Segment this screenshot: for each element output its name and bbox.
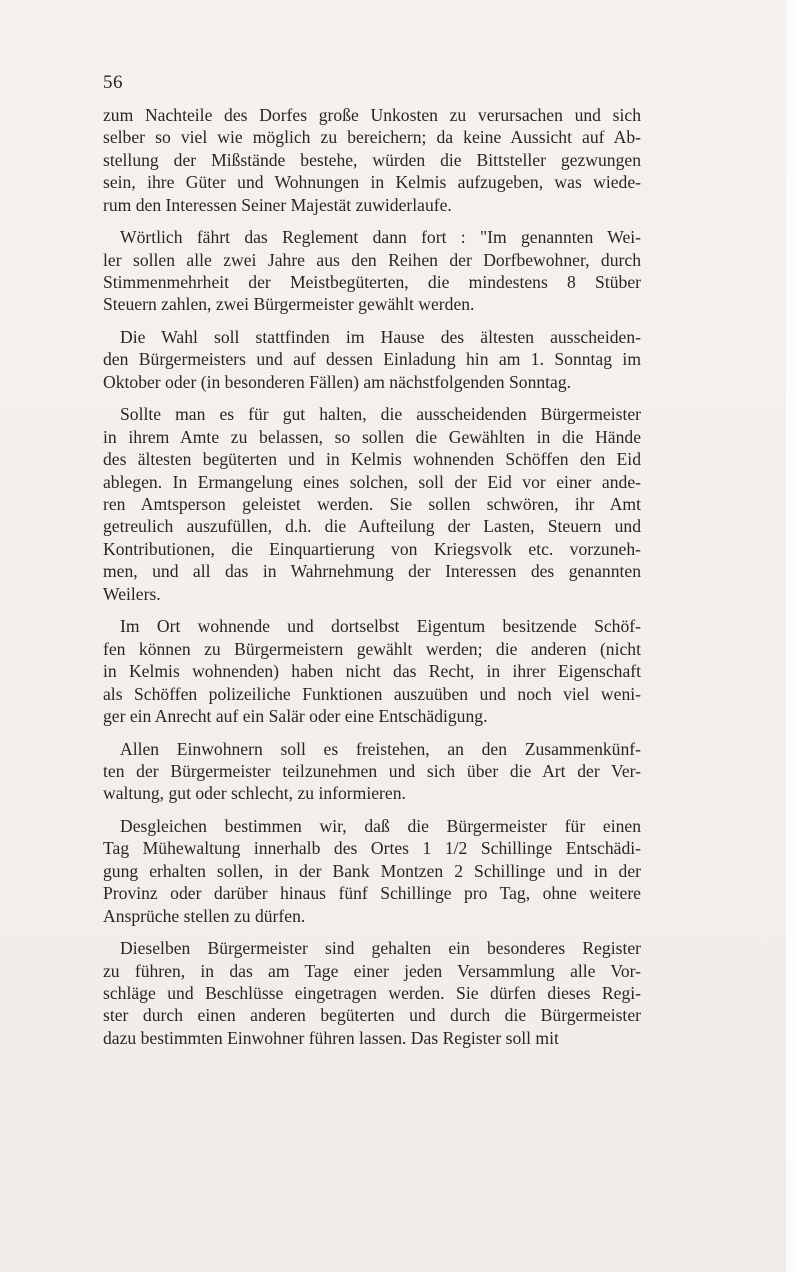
text-line: Die Wahl soll stattfinden im Hause des ältesten ausscheiden- [120, 327, 641, 348]
text-line: in ihrem Amte zu belassen, so sollen die Gewählten in die Hände [103, 426, 641, 447]
text-line: in Kelmis wohnenden) haben nicht das Recht, in ihrer Eigenschaft [103, 661, 641, 682]
text-line: des ältesten begüterten und in Kelmis wohnenden Schöffen den Eid [103, 449, 641, 470]
text-line: Weilers. [103, 583, 161, 604]
page-edge [786, 0, 796, 1272]
text-line: Steuern zahlen, zwei Bürgermeister gewählt werden. [103, 294, 475, 315]
text-line: Stimmenmehrheit der Meistbegüterten, die mindestens 8 Stüber [103, 272, 641, 293]
text-line: waltung, gut oder schlecht, zu informieren. [103, 783, 406, 804]
text-line: fen können zu Bürgermeistern gewählt werden; die anderen (nicht [103, 638, 641, 659]
text-line: ablegen. In Ermangelung eines solchen, soll der Eid vor einer ande- [103, 471, 641, 492]
body-text [103, 104, 641, 1059]
text-line: ten der Bürgermeister teilzunehmen und sich über die Art der Ver- [103, 760, 641, 781]
text-line: ren Amtsperson geleistet werden. Sie sollen schwören, ihr Amt [103, 494, 641, 515]
text-line: sein, ihre Güter und Wohnungen in Kelmis aufzugeben, was wiede- [103, 172, 641, 193]
text-line: den Bürgermeisters und auf dessen Einladung hin am 1. Sonntag im [103, 349, 641, 370]
text-line: getreulich auszufüllen, d.h. die Aufteilung der Lasten, Steuern und [103, 516, 641, 537]
text-line: Desgleichen bestimmen wir, daß die Bürgermeister für einen [120, 815, 641, 836]
text-line: ger ein Anrecht auf ein Salär oder eine Entschädigung. [103, 705, 488, 726]
text-line: Provinz oder darüber hinaus fünf Schillinge pro Tag, ohne weitere [103, 883, 641, 904]
text-line: zu führen, in das am Tage einer jeden Versammlung alle Vor- [103, 960, 641, 981]
text-line: men, und all das in Wahrnehmung der Interessen des genannten [103, 561, 641, 582]
paragraph [103, 104, 641, 216]
text-line: Ansprüche stellen zu dürfen. [103, 905, 306, 926]
text-line: stellung der Mißstände bestehe, würden die Bittsteller gezwungen [103, 149, 641, 170]
text-line: zum Nachteile des Dorfes große Unkosten zu verursachen und sich [103, 105, 641, 125]
text-line: Dieselben Bürgermeister sind gehalten ein besonderes Register [120, 938, 641, 959]
paragraph [103, 226, 641, 316]
text-line: ler sollen alle zwei Jahre aus den Reihen der Dorfbewohner, durch [103, 249, 641, 270]
paragraph [103, 403, 641, 605]
paragraph [103, 326, 641, 393]
text-line: rum den Interessen Seiner Majestät zuwiderlaufe. [103, 194, 452, 215]
paragraph [103, 615, 641, 727]
paragraph [103, 937, 641, 1049]
text-line: Kontributionen, die Einquartierung von Kriegsvolk etc. vorzuneh- [103, 538, 641, 559]
text-line: Tag Mühewaltung innerhalb des Ortes 1 1/2 Schillinge Entschädi- [103, 838, 641, 859]
paragraph [103, 738, 641, 805]
text-line: Im Ort wohnende und dortselbst Eigentum besitzende Schöf- [120, 616, 641, 637]
text-line: gung erhalten sollen, in der Bank Montzen 2 Schillinge und in der [103, 860, 641, 881]
text-line: ster durch einen anderen begüterten und durch die Bürgermeister [103, 1005, 641, 1026]
text-line: Wörtlich fährt das Reglement dann fort : "Im genannten Wei- [120, 227, 641, 248]
text-line: als Schöffen polizeiliche Funktionen auszuüben und noch viel weni- [103, 683, 641, 704]
text-line: Oktober oder (in besonderen Fällen) am nächstfolgenden Sonntag. [103, 371, 572, 392]
page-number: 56 [103, 72, 123, 93]
text-line: selber so viel wie möglich zu bereichern; da keine Aussicht auf Ab- [103, 127, 641, 148]
text-line: dazu bestimmten Einwohner führen lassen. Das Register soll mit [103, 1027, 559, 1048]
text-line: Sollte man es für gut halten, die ausscheidenden Bürgermeister [120, 404, 641, 425]
text-line: schläge und Beschlüsse eingetragen werden. Sie dürfen dieses Regi- [103, 982, 641, 1003]
text-line: Allen Einwohnern soll es freistehen, an den Zusammenkünf- [120, 738, 641, 759]
paragraph [103, 815, 641, 927]
